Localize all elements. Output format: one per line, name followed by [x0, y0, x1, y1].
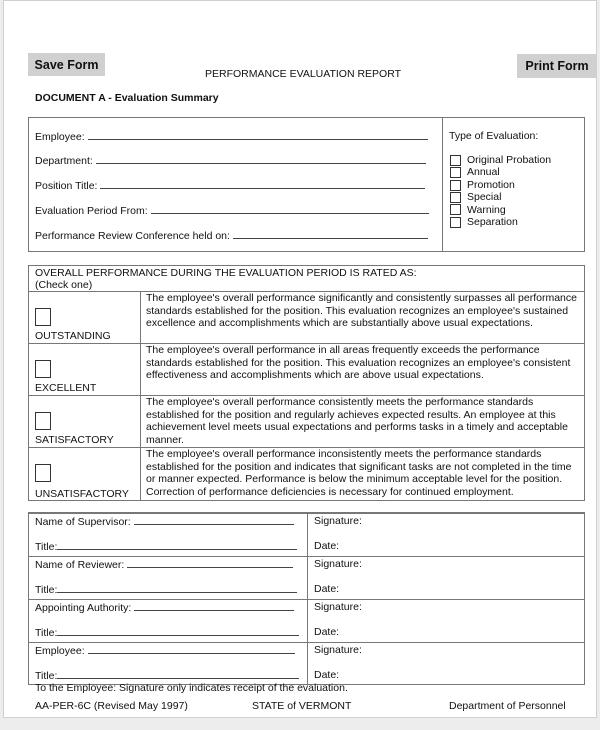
name-label: Appointing Authority: — [35, 602, 132, 614]
department-label: Department: — [35, 155, 93, 167]
employee-field[interactable] — [35, 130, 428, 143]
rating-description: The employee's overall performance significantly and consistently surpasses all performance standards established for the position. This evaluation recognizes an employee's sustained excellence and accomplishments which are substantially above usual expectations. — [146, 292, 577, 329]
rating-description: The employee's overall performance in all areas frequently exceeds the performance standards established for the position. This evaluation recognizes an employee's consistent effectiveness and accomplishments which are above usual expectations. — [146, 344, 571, 381]
checkbox[interactable] — [450, 192, 461, 203]
conference-input[interactable] — [233, 229, 428, 239]
option-label: Warning — [467, 203, 506, 216]
checkbox[interactable] — [35, 308, 51, 326]
employee-label: Employee: — [35, 131, 85, 143]
title-field[interactable] — [35, 540, 297, 553]
name-field[interactable] — [35, 601, 294, 614]
checkbox[interactable] — [35, 360, 51, 378]
signature-label: Signature: — [314, 601, 362, 613]
signature-row-employee — [29, 642, 584, 685]
title-input[interactable] — [57, 626, 299, 636]
rating-label: UNSATISFACTORY — [35, 488, 129, 500]
rating-header-text: OVERALL PERFORMANCE DURING THE EVALUATION PERIOD IS RATED AS: — [35, 267, 417, 279]
checkbox[interactable] — [35, 464, 51, 482]
name-label: Name of Supervisor: — [35, 516, 131, 528]
period-field[interactable] — [35, 204, 429, 217]
position-field[interactable] — [35, 179, 425, 192]
rating-description: The employee's overall performance inconsistently meets the performance standards established for the position and indicates that significant tasks are not completed in the time or manner expected. Performance is below the minimum acceptable level for the position. Correction of performance deficiencies is necessary for continued employment. — [146, 448, 572, 498]
rating-row-outstanding — [29, 291, 584, 343]
option-label: Original Probation — [467, 154, 552, 166]
option-label: Separation — [467, 216, 518, 229]
checkbox[interactable] — [35, 412, 51, 430]
name-field[interactable] — [35, 558, 293, 571]
name-input[interactable] — [88, 644, 295, 654]
signature-table — [28, 512, 585, 685]
conference-field[interactable] — [35, 229, 428, 242]
checkbox[interactable] — [450, 204, 461, 215]
position-label: Position Title: — [35, 180, 98, 192]
signature-row-appointing-authority — [29, 599, 584, 642]
title-field[interactable] — [35, 626, 299, 639]
option-label: Special — [467, 191, 502, 204]
rating-label: SATISFACTORY — [35, 434, 114, 446]
option-warning[interactable] — [450, 204, 551, 216]
rating-table — [28, 265, 585, 501]
name-field[interactable] — [35, 644, 295, 657]
employee-input[interactable] — [88, 130, 428, 140]
option-separation[interactable] — [450, 216, 551, 228]
rating-label: EXCELLENT — [35, 382, 97, 394]
rating-row-excellent — [29, 343, 584, 395]
rating-label-cell — [29, 448, 141, 501]
divider — [442, 118, 443, 251]
title-field[interactable] — [35, 583, 297, 596]
rating-label-cell — [29, 344, 141, 395]
checkbox[interactable] — [450, 167, 461, 178]
rating-header — [35, 267, 417, 291]
name-label: Name of Reviewer: — [35, 559, 125, 571]
rating-label: OUTSTANDING — [35, 330, 111, 342]
title-input[interactable] — [57, 540, 297, 550]
option-label: Annual — [467, 166, 500, 179]
rating-label-cell — [29, 396, 141, 447]
title-input[interactable] — [57, 669, 299, 679]
title-input[interactable] — [57, 583, 297, 593]
checkbox[interactable] — [450, 180, 461, 191]
rating-row-unsatisfactory — [29, 447, 584, 501]
name-field[interactable] — [35, 515, 294, 528]
checkbox[interactable] — [450, 155, 461, 166]
name-label: Employee: — [35, 645, 85, 657]
title-label: Title: — [35, 541, 58, 553]
rating-subheader: (Check one) — [35, 279, 93, 291]
department-input[interactable] — [96, 154, 426, 164]
option-promotion[interactable] — [450, 179, 551, 191]
employee-info-box — [28, 117, 585, 252]
option-annual[interactable] — [450, 166, 551, 178]
state-name: STATE of VERMONT — [252, 700, 352, 712]
option-original-probation[interactable] — [450, 154, 551, 166]
rating-row-satisfactory — [29, 395, 584, 447]
type-of-evaluation-options — [450, 154, 551, 228]
footer-note: To the Employee: Signature only indicates receipt of the evaluation. — [35, 682, 348, 694]
option-special[interactable] — [450, 191, 551, 203]
date-label: Date: — [314, 669, 340, 681]
title-field[interactable] — [35, 669, 299, 682]
period-input[interactable] — [151, 204, 429, 214]
signature-label: Signature: — [314, 515, 362, 527]
signature-label: Signature: — [314, 644, 362, 656]
signature-row-reviewer — [29, 556, 584, 599]
department-field[interactable] — [35, 154, 426, 167]
section-title: DOCUMENT A - Evaluation Summary — [35, 92, 219, 104]
type-of-evaluation-label: Type of Evaluation: — [449, 130, 539, 142]
rating-label-cell — [29, 292, 141, 343]
save-form-button[interactable]: Save Form — [28, 53, 105, 76]
rating-description: The employee's overall performance consistently meets the performance standards established for the position and regularly achieves expected results. An employee at this achievement level meets usual expectations and performs tasks in a timely and acceptable manner. — [146, 396, 568, 446]
department-name: Department of Personnel — [449, 700, 566, 712]
title-label: Title: — [35, 670, 58, 682]
checkbox[interactable] — [450, 217, 461, 228]
date-label: Date: — [314, 583, 340, 595]
date-label: Date: — [314, 540, 340, 552]
title-label: Title: — [35, 584, 58, 596]
page-title: PERFORMANCE EVALUATION REPORT — [205, 68, 402, 80]
name-input[interactable] — [134, 601, 294, 611]
date-label: Date: — [314, 626, 340, 638]
period-label: Evaluation Period From: — [35, 205, 148, 217]
title-label: Title: — [35, 627, 58, 639]
name-input[interactable] — [134, 515, 294, 525]
name-input[interactable] — [127, 558, 293, 568]
signature-label: Signature: — [314, 558, 362, 570]
conference-label: Performance Review Conference held on: — [35, 230, 230, 242]
form-id: AA-PER-6C (Revised May 1997) — [35, 700, 188, 712]
signature-row-supervisor — [29, 513, 584, 556]
option-label: Promotion — [467, 178, 515, 191]
print-form-button[interactable]: Print Form — [517, 54, 597, 78]
position-input[interactable] — [100, 179, 425, 189]
